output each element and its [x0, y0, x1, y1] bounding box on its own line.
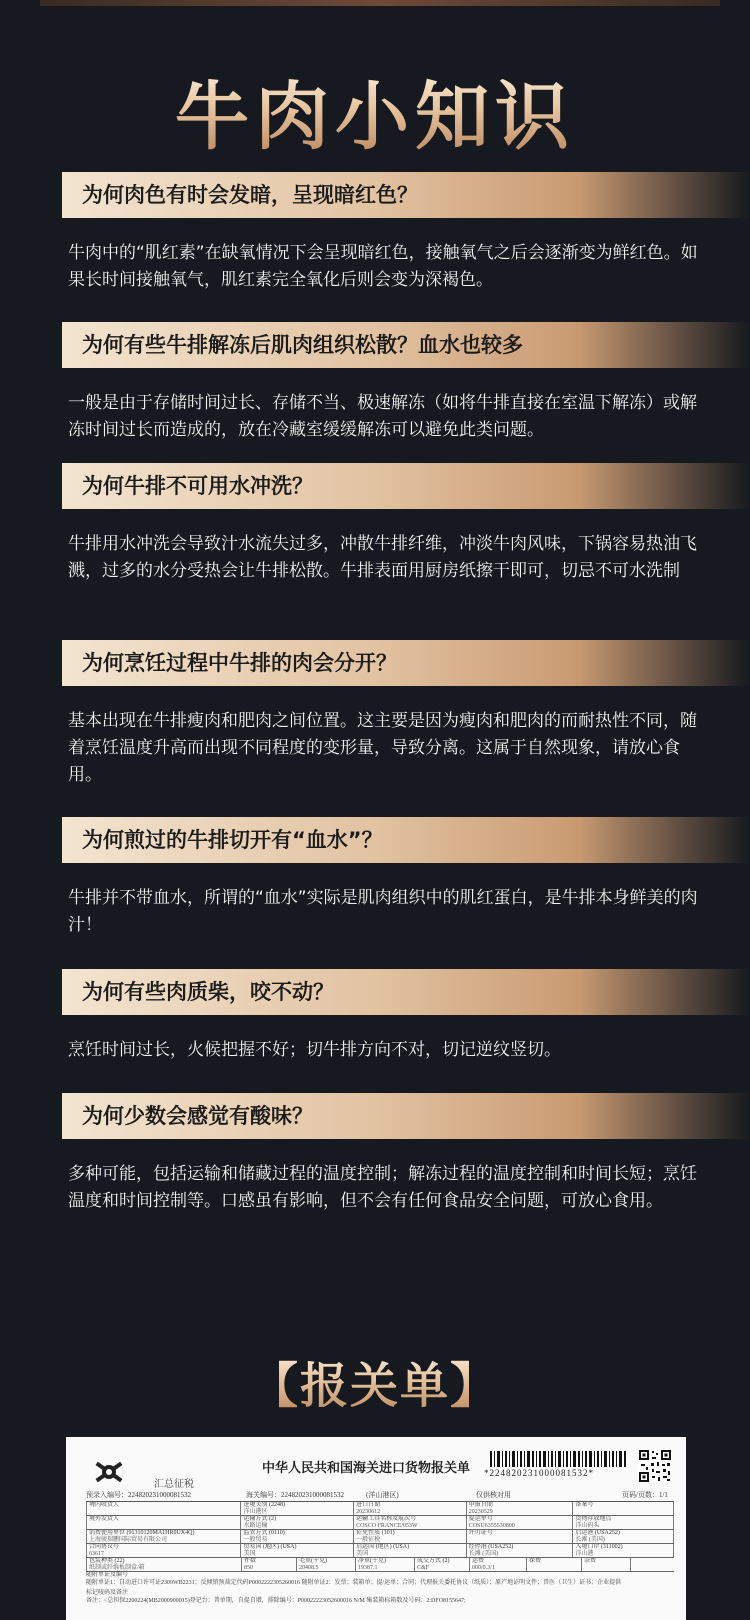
verify-note: 仅供核对用	[476, 1491, 511, 1499]
table-cell: 包装种类 (22) 纸制或纤维板制盒/箱	[86, 1558, 242, 1571]
attached-docs-label: 随附单证及编号	[86, 1572, 129, 1578]
table-cell: 成交方式 (2) C&F	[415, 1558, 470, 1571]
answer-text: 多种可能，包括运输和储藏过程的温度控制；解冻过程的温度控制和时间长短；烹饪温度和时间控制等。口感虽有影响，但不会有任何食品安全问题，可放心食用。	[68, 1164, 697, 1211]
page-title: 牛肉小知识	[0, 58, 750, 164]
table-cell: 贸易国 (地区) (USA) 美国	[241, 1544, 354, 1557]
table-cell: 提运单号 COSU6355530800	[467, 1516, 574, 1529]
marks-label: 标记唛码及备注	[86, 1590, 129, 1596]
page-count: 页码/页数：1/1	[622, 1491, 668, 1499]
qa-item	[0, 172, 750, 322]
table-cell: 件数 850	[242, 1558, 297, 1571]
answer-text: 牛肉中的“肌红素”在缺氧情况下会呈现暗红色，接触氧气之后会逐渐变为鲜红色。如果长时间接触氧气，肌红素完全氧化后则会变为深褐色。	[68, 243, 698, 290]
qa-list	[0, 172, 750, 1253]
table-cell: 毛重(千克) 20408.5	[297, 1558, 356, 1571]
table-cell: 保费	[527, 1558, 582, 1571]
table-cell: 消费使用单位 (91310120MA1HR0UX4Q) 上海骏瑞鹏国际贸易有限公司	[86, 1530, 241, 1543]
table-cell: 货物存放地点 洋山码头	[573, 1516, 674, 1529]
doc-title: 中华人民共和国海关进口货物报关单	[262, 1460, 471, 1475]
customs-number: 海关编号：224820231000081532	[246, 1491, 344, 1499]
question-banner: 为何肉色有时会发暗，呈现暗红色？	[62, 172, 750, 218]
table-cell: 境外发货人	[86, 1516, 241, 1529]
table-cell: 运输工具名称及航次号 COSCO FRANCE/053W	[354, 1516, 467, 1529]
declaration-table	[86, 1501, 674, 1572]
table-row	[86, 1502, 674, 1516]
qa-item	[0, 322, 750, 463]
table-cell: 启运港 (USA252) 长滩 (美国)	[573, 1530, 674, 1543]
table-cell: 进口日期 20230612	[354, 1502, 467, 1515]
table-row	[86, 1530, 674, 1544]
doc-logo-label: 汇总征税	[154, 1479, 194, 1490]
section-title: 【报关单】	[0, 1347, 750, 1416]
question-banner: 为何少数会感觉有酸味？	[62, 1093, 750, 1139]
table-row	[86, 1516, 674, 1530]
barcode-icon	[490, 1451, 626, 1467]
remarks-text: 备注：<总担保2200224(MB2000900015)登记台：普单期，自提自增，排除编号：P00022223052600016 N/M 集装箱标箱数及号码：2:DFO8155647;	[86, 1598, 466, 1604]
table-cell: 杂费	[582, 1558, 631, 1571]
question-banner: 为何煎过的牛排切开有“血水”？	[62, 817, 750, 863]
qa-item	[0, 640, 750, 817]
table-cell: 监管方式 (0110) 一般贸易	[241, 1530, 354, 1543]
answer-text: 烹饪时间过长，火候把握不好；切牛排方向不对，切记逆纹竖切。	[68, 1040, 561, 1060]
question-banner: 为何牛排不可用水冲洗？	[62, 463, 750, 509]
qa-item	[0, 969, 750, 1093]
question-banner: 为何有些牛排解冻后肌肉组织松散？血水也较多	[62, 322, 750, 368]
customs-declaration-image	[66, 1437, 686, 1620]
table-cell: 许可证号	[467, 1530, 574, 1543]
table-cell: 净重(千克) 19387.1	[356, 1558, 415, 1571]
attached-docs-text: 随附单证1：自动进口许可证2309WB2231；反倾销预裁定代码P0002222305260016 随附单证2：发票；装箱单；提/运单；合同；代理报关委托协议（纸质）；原产地证明文件；兽医（卫生）证书；企业提供	[86, 1580, 622, 1586]
customs-emblem-icon	[90, 1455, 128, 1489]
table-cell: 进境关别 (2248) 洋山港区	[241, 1502, 354, 1515]
table-cell: 启运国 (地区) (USA) 美国	[354, 1544, 467, 1557]
table-cell: 申报日期 20230529	[467, 1502, 574, 1515]
qa-item	[0, 817, 750, 969]
qa-item	[0, 1093, 750, 1253]
barcode-number: *224820231000081532*	[484, 1468, 594, 1478]
port-name: (洋山港区)	[366, 1491, 399, 1499]
table-row	[86, 1544, 674, 1558]
table-cell: 入境口岸 (311002) 洋山港	[573, 1544, 674, 1557]
question-banner: 为何有些肉质柴，咬不动？	[62, 969, 750, 1015]
qa-item	[0, 463, 750, 640]
table-cell: 备案号	[573, 1502, 674, 1515]
preentry-number: 预录入编号：224820231000081532	[86, 1491, 191, 1499]
table-cell: 运输方式 (2) 水路运输	[241, 1516, 354, 1529]
table-cell: 运费 000/0.3/1	[470, 1558, 527, 1571]
qr-code-icon	[638, 1449, 672, 1483]
table-cell: 经停港 (USA252) 长滩 (美国)	[467, 1544, 574, 1557]
answer-text: 一般是由于存储时间过长、存储不当、极速解冻（如将牛排直接在室温下解冻）或解冻时间过长而造成的，放在冷藏室缓缓解冻可以避免此类问题。	[68, 393, 697, 440]
answer-text: 牛排用水冲洗会导致汁水流失过多，冲散牛排纤维，冲淡牛肉风味，下锅容易热油飞溅，过多的水分受热会让牛排松散。牛排表面用厨房纸擦干即可，切忌不可水洗制	[68, 534, 697, 581]
top-decorative-strip	[40, 0, 720, 6]
question-banner: 为何烹饪过程中牛排的肉会分开？	[62, 640, 750, 686]
answer-text: 牛排并不带血水，所谓的“血水”实际是肌肉组织中的肌红蛋白，是牛排本身鲜美的肉汁！	[68, 888, 698, 935]
table-cell: 合同协议号 63617	[86, 1544, 241, 1557]
answer-text: 基本出现在牛排瘦肉和肥肉之间位置。这主要是因为瘦肉和肥肉的而耐热性不同，随着烹饪温度升高而出现不同程度的变形量，导致分离。这属于自然现象，请放心食用。	[68, 711, 697, 785]
table-cell: 境内收货人	[86, 1502, 241, 1515]
table-cell: 征免性质 (101) 一般征税	[354, 1530, 467, 1543]
